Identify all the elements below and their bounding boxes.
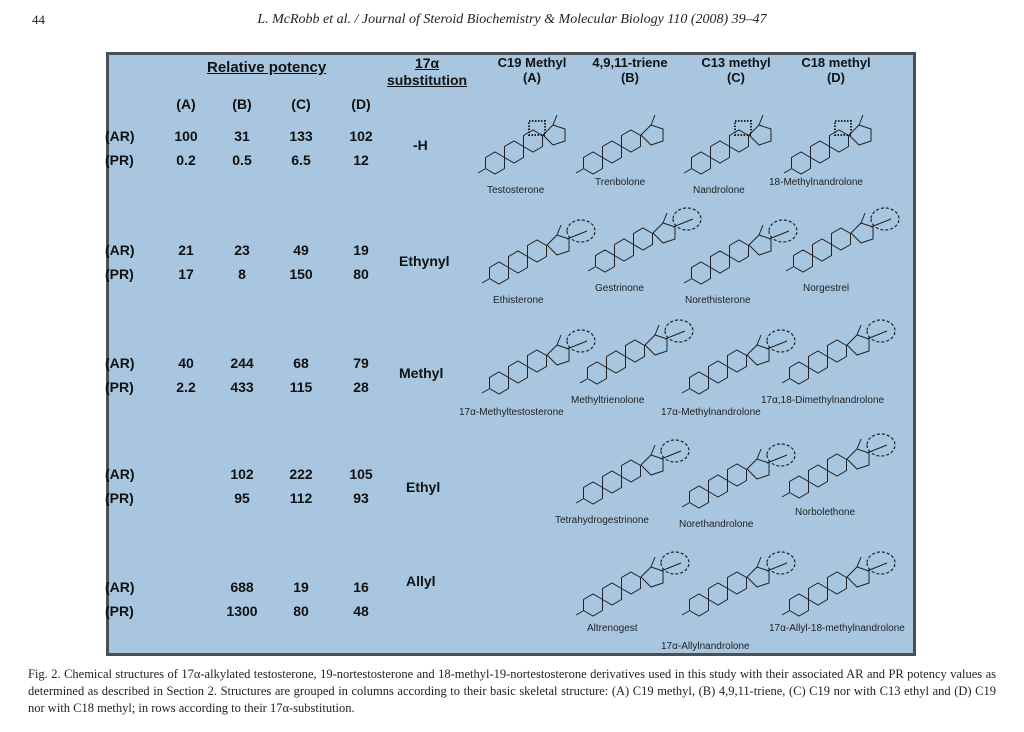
row-ethynyl-ar-d: 19 [353,242,369,258]
row-allyl-substitution: Allyl [406,573,436,589]
row-ethyl-ar-d: 105 [349,466,373,482]
row-allyl-ar-b: 688 [230,579,254,595]
row-allyl-pr-b: 1300 [226,603,258,619]
compound-norgestrel: Norgestrel [803,283,850,294]
compound-methyltrienolone: Methyltrienolone [571,395,645,406]
row-ethynyl-ar-a: 21 [178,242,194,258]
struct-col-a-name: C19 Methyl [497,55,567,70]
steroid-structure-h-b [575,107,693,183]
row-methyl-pr-d: 28 [353,379,369,395]
row-allyl-ar-label: (AR) [105,579,135,595]
struct-col-a-letter: (A) [522,70,542,85]
row-allyl-pr-d: 48 [353,603,369,619]
row-h-substitution: -H [413,137,428,153]
steroid-structure-allyl-b [575,549,693,625]
row-methyl-ar-label: (AR) [105,355,135,371]
figure-panel [106,52,916,656]
steroid-structure-allyl-d [781,549,899,625]
row-ethyl-pr-label: (PR) [105,490,134,506]
potency-col-c: (C) [291,96,311,112]
struct-col-b-letter: (B) [620,70,640,85]
compound-17a-methyltestosterone: 17α-Methyltestosterone [459,407,564,418]
row-h-ar-d: 102 [349,128,373,144]
struct-col-d-name: C18 methyl [801,55,871,70]
row-h-pr-label: (PR) [105,152,134,168]
potency-col-b: (B) [232,96,252,112]
row-methyl-pr-b: 433 [230,379,254,395]
substitution-header-line2: substitution [387,72,468,88]
struct-col-a-header [487,55,577,85]
steroid-structure-ethynyl-d [785,205,903,281]
row-ethynyl-pr-d: 80 [353,266,369,282]
row-h-pr-c: 6.5 [291,152,311,168]
row-h-pr-a: 0.2 [176,152,196,168]
compound-testosterone: Testosterone [487,185,545,196]
struct-col-c-header [691,55,781,85]
steroid-structure-h-d [783,107,901,183]
struct-col-d-letter: (D) [826,70,846,85]
row-methyl-substitution: Methyl [399,365,444,381]
row-ethyl-ar-b: 102 [230,466,254,482]
steroid-structure-methyl-b [579,317,697,393]
row-methyl-ar-b: 244 [230,355,254,371]
row-h-ar-label: (AR) [105,128,135,144]
row-ethynyl-pr-c: 150 [289,266,313,282]
compound-tetrahydrogestrinone: Tetrahydrogestrinone [555,515,649,526]
compound-17a-methylnandrolone: 17α-Methylnandrolone [661,407,761,418]
row-methyl-ar-c: 68 [293,355,309,371]
row-ethynyl-ar-b: 23 [234,242,250,258]
row-ethyl-pr-c: 112 [289,490,313,506]
steroid-structure-ethynyl-c [683,217,801,293]
steroid-structure-methyl-d [781,317,899,393]
row-ethyl-ar-c: 222 [289,466,313,482]
row-ethynyl-pr-b: 8 [238,266,246,282]
struct-col-b-header [583,55,677,85]
substitution-header-line1: 17α [414,55,440,71]
steroid-structure-ethyl-b [575,437,693,513]
row-methyl-ar-d: 79 [353,355,369,371]
row-ethyl-pr-b: 95 [234,490,250,506]
page-number: 44 [32,12,45,27]
struct-col-c-name: C13 methyl [701,55,771,70]
row-allyl-ar-c: 19 [293,579,309,595]
compound-18-methylnandrolone: 18-Methylnandrolone [769,177,863,188]
row-ethynyl-substitution: Ethynyl [399,253,450,269]
compound-trenbolone: Trenbolone [595,177,646,188]
compound-norethisterone: Norethisterone [685,295,751,306]
row-h-pr-d: 12 [353,152,369,168]
row-methyl-pr-a: 2.2 [176,379,196,395]
compound-17a-18-dimethylnandrolone: 17α,18-Dimethylnandrolone [761,395,885,406]
struct-col-b-name: 4,9,11-triene [592,55,668,70]
struct-col-d-header [791,55,881,85]
substitution-header [387,55,467,89]
row-ethyl-substitution: Ethyl [406,479,441,495]
compound-ethisterone: Ethisterone [493,295,544,306]
row-ethynyl-ar-c: 49 [293,242,309,258]
compound-17a-allylnandrolone: 17α-Allylnandrolone [661,641,750,652]
row-ethyl-ar-label: (AR) [105,466,135,482]
row-ethynyl-ar-label: (AR) [105,242,135,258]
row-methyl-ar-a: 40 [178,355,194,371]
compound-altrenogest: Altrenogest [587,623,638,634]
row-allyl-ar-d: 16 [353,579,369,595]
potency-col-d: (D) [351,96,371,112]
compound-17a-allyl-18-methylnandrolone: 17α-Allyl-18-methylnandrolone [769,623,905,634]
row-methyl-pr-c: 115 [289,379,313,395]
row-h-ar-b: 31 [234,128,250,144]
compound-norethandrolone: Norethandrolone [679,519,754,530]
compound-norbolethone: Norbolethone [795,507,856,518]
row-ethynyl-pr-a: 17 [178,266,194,282]
potency-header: Relative potency [207,59,327,76]
figure-caption: Fig. 2. Chemical structures of 17α-alkylated testosterone, 19-nortestosterone and 18-methyl-19-nortestosterone derivatives used in this study with their associated AR and PR potency values as determined as described in Section 2. Structures are grouped in columns according to their basic skeletal structure: (A) C19 methyl, (B) 4,9,11-triene, (C) C19 nor with C13 ethyl and (D) C19 nor with C18 methyl; in rows according to their 17α-substitution. [28,667,996,715]
row-methyl-pr-label: (PR) [105,379,134,395]
row-h-ar-c: 133 [289,128,313,144]
steroid-structure-ethyl-d [781,431,899,507]
row-allyl-pr-c: 80 [293,603,309,619]
row-h-pr-b: 0.5 [232,152,252,168]
row-ethyl-pr-d: 93 [353,490,369,506]
potency-col-a: (A) [176,96,196,112]
running-head: L. McRobb et al. / Journal of Steroid Biochemistry & Molecular Biology 110 (2008) 39–47 [257,12,767,27]
row-allyl-pr-label: (PR) [105,603,134,619]
struct-col-c-letter: (C) [726,70,746,85]
row-ethynyl-pr-label: (PR) [105,266,134,282]
row-h-ar-a: 100 [174,128,198,144]
steroid-structure-ethynyl-a [481,217,599,293]
compound-gestrinone: Gestrinone [595,283,644,294]
compound-nandrolone: Nandrolone [693,185,745,196]
